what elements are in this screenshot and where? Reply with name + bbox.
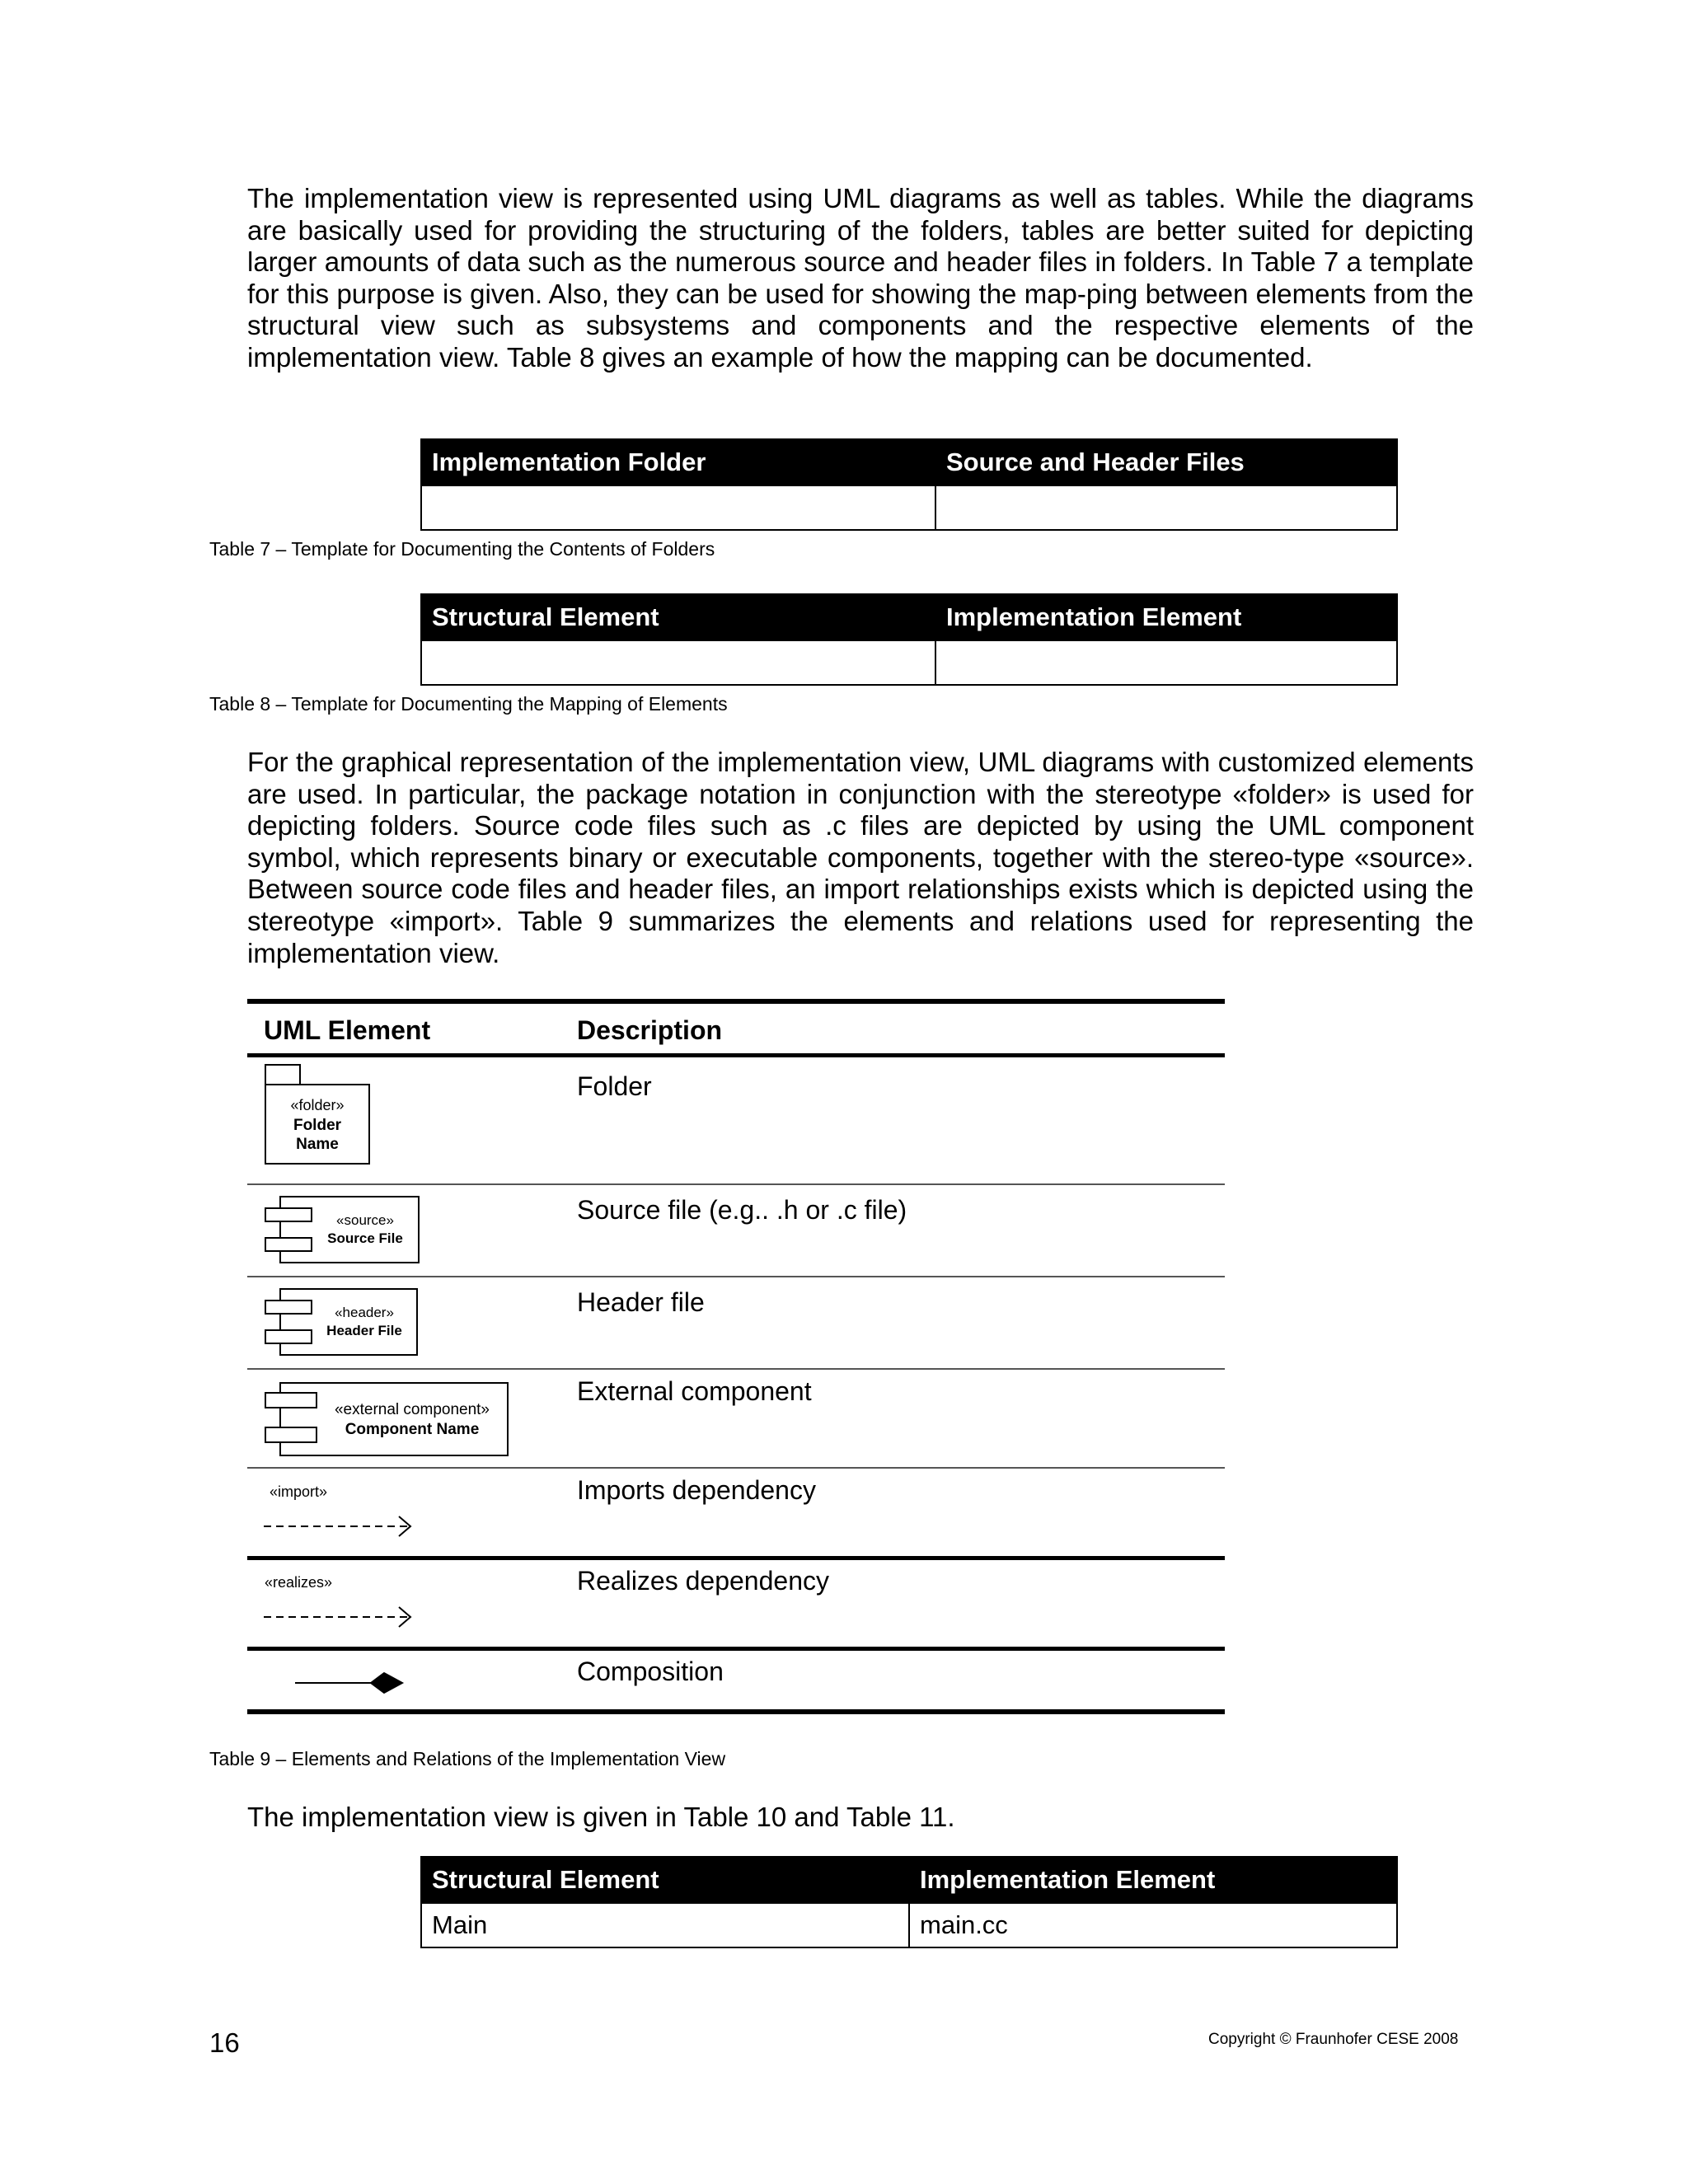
table-row xyxy=(421,1903,1397,1947)
description-header-file: Header file xyxy=(577,1287,705,1317)
table-7-caption: Table 7 – Template for Documenting the Contents of Folders xyxy=(209,538,715,560)
table-rule xyxy=(247,1053,1225,1057)
table-8-mapping-template xyxy=(420,593,1398,686)
table-7-empty-cell xyxy=(935,485,1397,530)
source-file-symbol xyxy=(247,1192,429,1273)
table-rule xyxy=(247,999,1225,1004)
table-9-caption: Table 9 – Elements and Relations of the Implementation View xyxy=(209,1748,726,1769)
graphical-representation-paragraph: For the graphical representation of the implementation view, UML diagrams with customized elements are used. In particular, the package notation in conjunction with the stereotype «folder» is used for depicting folders. Source code files such as .c files are depicted by using the UML component symbol, which represents binary or executable components, together with the stereo-type «source». Between source code files and header files, an import relationships exists which is depicted using the stereotype «import». Table 9 summarizes the elements and relations used for representing the implementation view. xyxy=(247,747,1474,968)
external-component-symbol xyxy=(247,1376,519,1463)
description-imports-dependency: Imports dependency xyxy=(577,1475,816,1505)
folder-symbol xyxy=(247,1063,379,1174)
description-header: Description xyxy=(577,1015,723,1045)
header-file-symbol xyxy=(247,1284,429,1366)
table-8-caption: Table 8 – Template for Documenting the Mapping of Elements xyxy=(209,693,728,715)
intro-paragraph: The implementation view is represented using UML diagrams as well as tables. While the diagrams are basically used for providing the structuring of the folders, tables are better suited for depicting larger amounts of data such as the numerous source and header files in folders. In Table 7 a template for this purpose is given. Also, they can be used for showing the map-ping between elements from the structural view such as subsystems and components and the respective elements of the implementation view. Table 8 gives an example of how the mapping can be documented. xyxy=(247,183,1474,373)
folder-symbol-name: Name xyxy=(296,1136,339,1153)
header-symbol-name: Header File xyxy=(326,1323,402,1338)
table-7-header-files: Source and Header Files xyxy=(935,439,1397,485)
external-symbol-stereotype: «external component» xyxy=(334,1401,490,1418)
table-8-empty-cell xyxy=(421,640,935,685)
implementation-view-reference: The implementation view is given in Table 10 and Table 11. xyxy=(247,1802,955,1832)
table-10-cell-implementation: main.cc xyxy=(909,1903,1397,1947)
table-7-header-folder: Implementation Folder xyxy=(421,439,935,485)
description-realizes-dependency: Realizes dependency xyxy=(577,1566,829,1596)
table-8-header-structural: Structural Element xyxy=(421,594,935,640)
row-divider xyxy=(247,1647,1225,1651)
realizes-symbol-stereotype: «realizes» xyxy=(264,1574,333,1591)
table-8-empty-cell xyxy=(935,640,1397,685)
source-symbol-name: Source File xyxy=(327,1230,403,1246)
uml-element-header: UML Element xyxy=(264,1015,431,1045)
import-dependency-symbol xyxy=(247,1475,429,1545)
row-divider xyxy=(247,1556,1225,1560)
folder-symbol-name: Folder xyxy=(293,1117,342,1134)
row-divider xyxy=(247,1276,1225,1277)
row-divider xyxy=(247,1467,1225,1469)
copyright-notice: Copyright © Fraunhofer CESE 2008 xyxy=(1208,2031,1459,2048)
page-number: 16 xyxy=(209,2027,240,2058)
header-symbol-stereotype: «header» xyxy=(335,1305,394,1320)
table-7-folder-template xyxy=(420,438,1398,531)
table-10-header-structural: Structural Element xyxy=(421,1857,909,1903)
description-folder: Folder xyxy=(577,1071,652,1101)
row-divider xyxy=(247,1368,1225,1370)
row-divider xyxy=(247,1183,1225,1185)
realizes-dependency-symbol xyxy=(247,1566,429,1636)
table-8-header-implementation: Implementation Element xyxy=(935,594,1397,640)
table-10-mapping xyxy=(420,1856,1398,1948)
table-10-header-implementation: Implementation Element xyxy=(909,1857,1397,1903)
table-10-cell-structural: Main xyxy=(421,1903,909,1947)
external-symbol-name: Component Name xyxy=(345,1421,480,1438)
folder-symbol-stereotype: «folder» xyxy=(290,1097,345,1113)
composition-symbol xyxy=(247,1663,429,1708)
table-rule xyxy=(247,1709,1225,1714)
description-external-component: External component xyxy=(577,1376,812,1406)
import-symbol-stereotype: «import» xyxy=(269,1483,328,1500)
table-7-empty-cell xyxy=(421,485,935,530)
description-composition: Composition xyxy=(577,1657,724,1686)
source-symbol-stereotype: «source» xyxy=(336,1212,394,1228)
description-source-file: Source file (e.g.. .h or .c file) xyxy=(577,1195,907,1225)
